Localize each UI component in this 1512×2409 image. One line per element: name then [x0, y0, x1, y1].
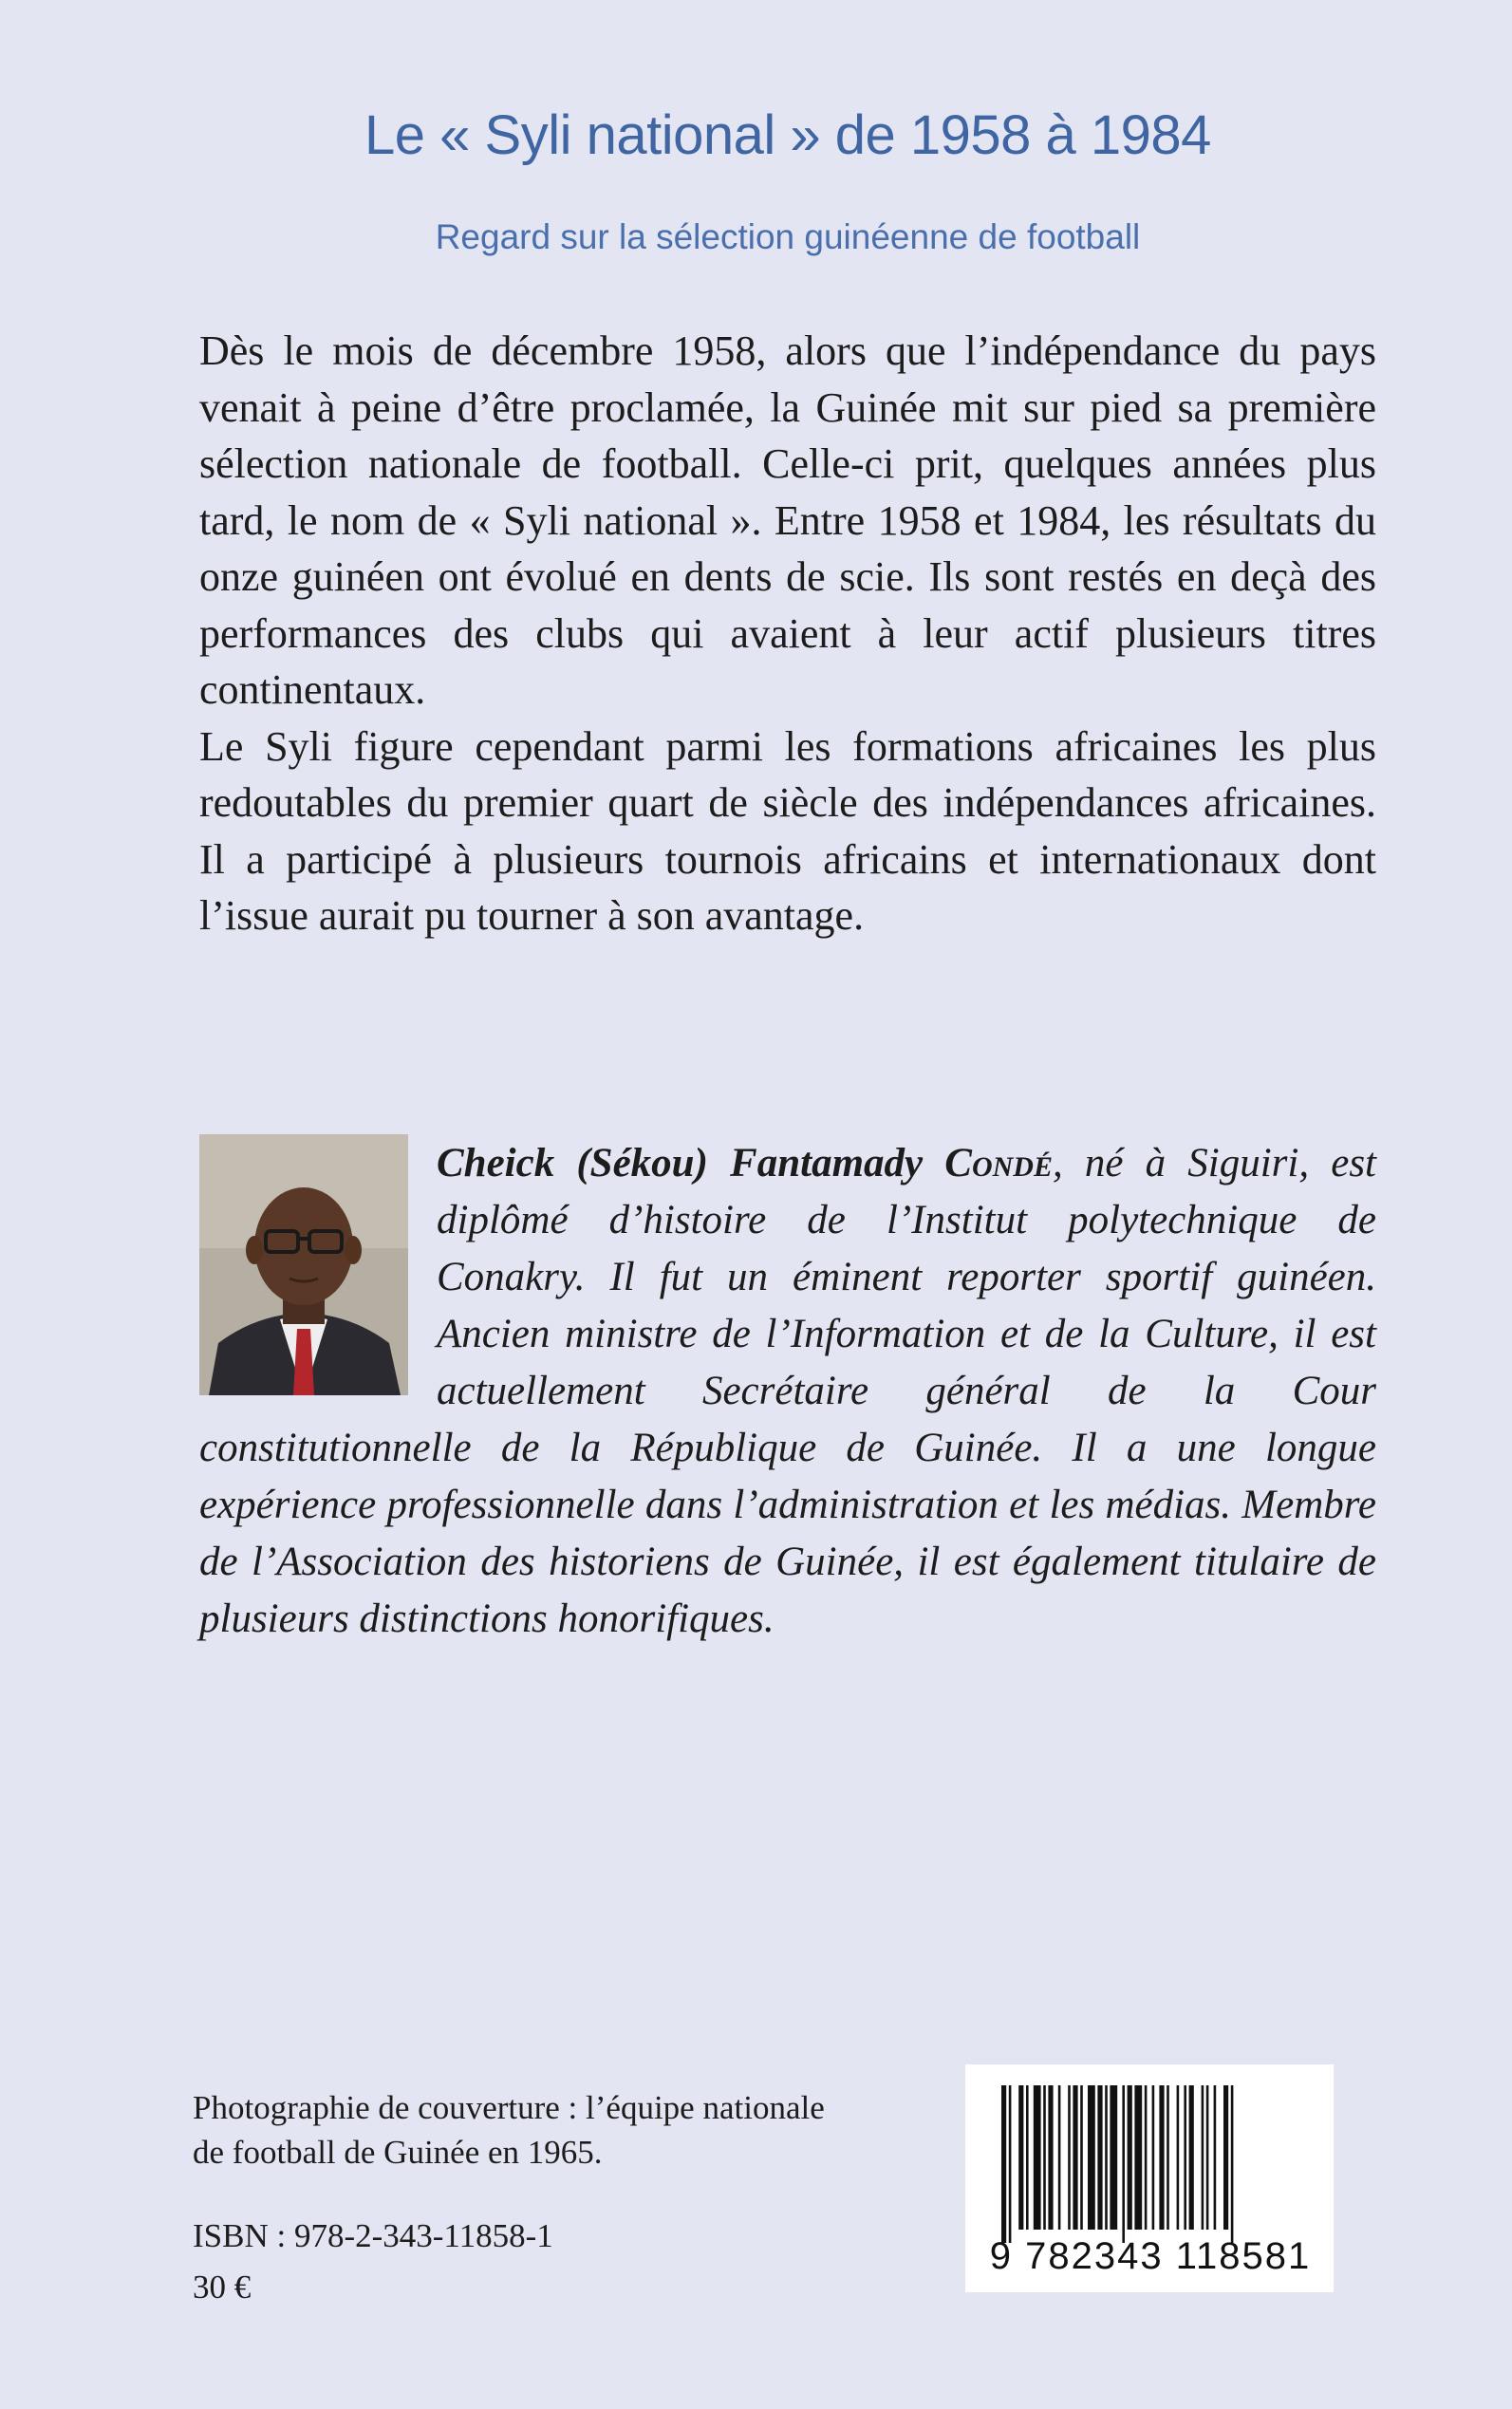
author-name: Cheick (Sékou) Fantamady Condé — [437, 1141, 1053, 1186]
cover-photo-caption — [193, 2085, 914, 2175]
author-surname: Condé — [944, 1141, 1053, 1186]
blurb — [199, 323, 1376, 944]
photo-spacer — [199, 1135, 437, 1407]
book-subtitle: Regard sur la sélection guinéenne de football — [435, 217, 1141, 256]
blurb-paragraph-2: Le Syli figure cependant parmi les formations africaines les plus redoutables du premier quart de siècle des indépendances africaines. Il a participé à plusieurs tournois africains et internationaux dont l’issue aurait pu tourner à son avantage. — [199, 722, 1376, 939]
author-bio-text: , né à Siguiri, est diplômé d’histoire de l’Institut polytechnique de Conakry. Il fut un éminent reporter sportif guinéen. Ancien ministre de l’Information et de la Culture, il est actuellement Secrétaire général de la Cour constitutionnelle de la République de Guinée. Il a une longue expérience professionnelle dans l’administration et les médias. Membre de l’Association des historiens de Guinée, il est également titulaire de plusieurs distinctions honorifiques. — [199, 1141, 1376, 1641]
isbn: ISBN : 978-2-343-11858-1 — [193, 2217, 553, 2254]
barcode — [965, 2064, 1334, 2292]
price: 30 € — [193, 2269, 252, 2306]
author-bio — [199, 1135, 1376, 1648]
blurb-paragraph-1: Dès le mois de décembre 1958, alors que l’indépendance du pays venait à peine d’être proclamée, la Guinée mit sur pied sa première sélection nationale de football. Celle-ci prit, quelques années plus tard, le nom de « Syli national ». Entre 1958 et 1984, les résultats du onze guinéen ont évolué en dents de scie. Ils sont restés en deçà des performances des clubs qui avaient à leur actif plusieurs titres continentaux. — [199, 327, 1376, 713]
book-title: Le « Syli national » de 1958 à 1984 — [364, 104, 1211, 166]
barcode-digits: 9 782343 118581 — [989, 2235, 1312, 2277]
caption-line-2: de football de Guinée en 1965. — [193, 2134, 603, 2171]
caption-line-1: Photographie de couverture : l’équipe nationale — [193, 2089, 825, 2126]
